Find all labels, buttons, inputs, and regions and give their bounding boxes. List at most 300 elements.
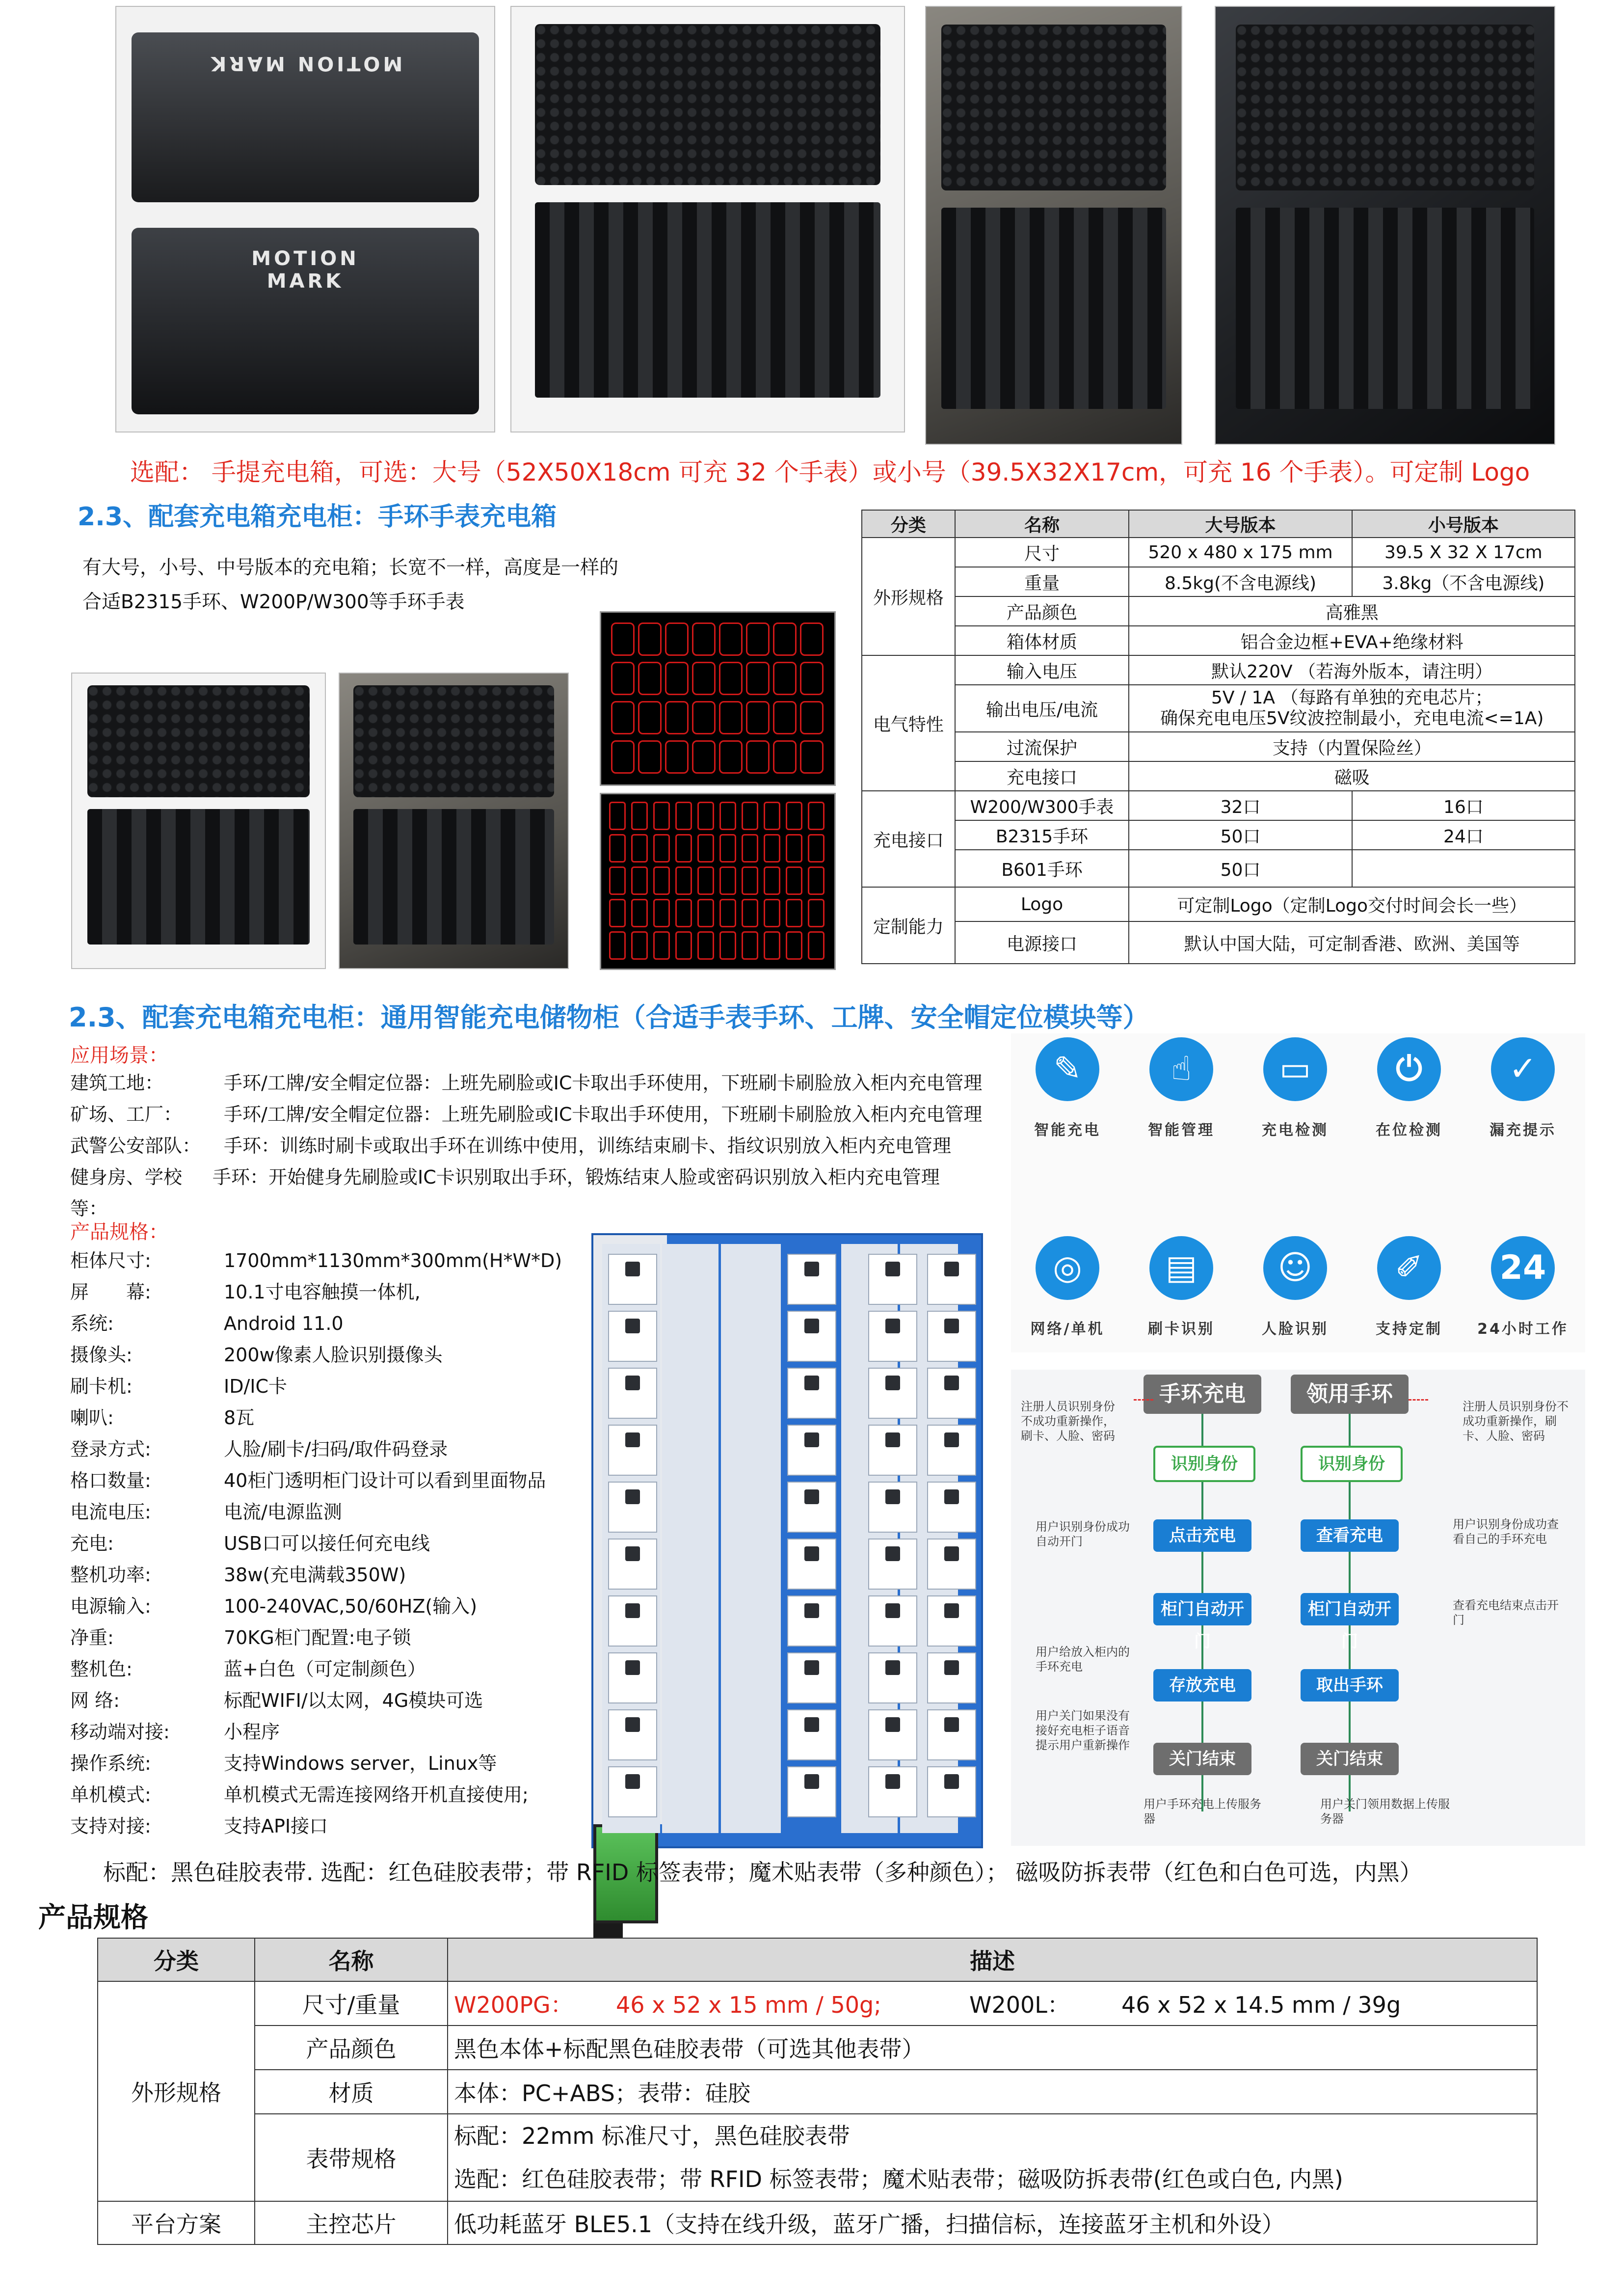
case-foam-lid: [353, 685, 554, 797]
spec-cell: 8.5kg(不含电源线): [1129, 567, 1352, 596]
spec-cell: B2315手环: [955, 820, 1129, 850]
watch-slot: [665, 740, 689, 774]
case-logo-line1: MOTION: [251, 247, 359, 270]
flow-left-note: 注册人员识别身份不成功重新操作，刷卡、人脸、密码: [1021, 1400, 1115, 1443]
band-slot: [764, 931, 780, 960]
feature-label: 在位检测: [1376, 1122, 1442, 1139]
product-cell: 主控芯片: [255, 2201, 448, 2244]
case-logo-top: MOTION MARK: [208, 52, 402, 75]
spec-value: ID/IC卡: [224, 1376, 288, 1397]
cabinet-column: [721, 1244, 781, 1833]
band-slot: [675, 802, 692, 830]
scene-label: 武警公安部队：: [70, 1135, 201, 1157]
spec-cell: 3.8kg（不含电源线): [1352, 567, 1575, 596]
spec-cell: B601手环: [955, 850, 1129, 887]
watch-slot: [773, 622, 797, 656]
spec-group-ports: 充电接口: [862, 791, 955, 887]
strap-options-line: 标配：黑色硅胶表带. 选配：红色硅胶表带；带 RFID 标签表带；魔术贴表带（多种颜色）； 磁吸防拆表带（红色和白色可选，内黑）: [103, 1859, 1422, 1886]
scene-row: [70, 1162, 1012, 1224]
spec-value: 小程序: [224, 1721, 280, 1743]
locker-door[interactable]: [927, 1254, 976, 1305]
flow-left-step: 识别身份: [1153, 1446, 1255, 1482]
case-watch-tray: [87, 809, 310, 945]
case-watch-tray: [353, 809, 554, 945]
watch-slot: [638, 622, 662, 656]
locker-door[interactable]: [868, 1595, 917, 1647]
band-slot: [719, 931, 736, 960]
locker-door[interactable]: [927, 1766, 976, 1817]
flow-right-note: 用户关门领用数据上传服务器: [1320, 1797, 1450, 1826]
band-slot: [808, 899, 825, 927]
spec-cell: 520 x 480 x 175 mm: [1129, 538, 1352, 567]
spec-cell: 尺寸: [955, 538, 1129, 567]
spec-row: [70, 1810, 585, 1842]
locker-door[interactable]: [787, 1368, 836, 1419]
spec-cell: 32口: [1129, 791, 1352, 820]
case-closed-photo: [115, 6, 495, 432]
flow-right-step: 查看充电: [1301, 1519, 1399, 1552]
band-slot: [697, 834, 714, 863]
locker-door[interactable]: [927, 1368, 976, 1419]
case-body: [132, 228, 479, 415]
locker-door[interactable]: [787, 1425, 836, 1476]
band-slot: [697, 931, 714, 960]
watch-slot: [611, 662, 635, 695]
flow-retry-arrow: [1134, 1399, 1153, 1401]
feature-label: 支持定制: [1376, 1321, 1442, 1338]
product-cell: 本体：PC+ABS；表带：硅胶: [448, 2070, 1537, 2114]
watch-slot: [800, 701, 824, 734]
band-slot: [764, 866, 780, 895]
feature-item: [1348, 1236, 1470, 1338]
face-icon: ☺: [1263, 1236, 1327, 1300]
spec-cell: 50口: [1129, 850, 1352, 887]
spec-value: 电流/电源监测: [224, 1501, 342, 1523]
section-a-heading: 2.3、配套充电箱充电柜：手环手表充电箱: [78, 502, 557, 532]
band-slot: [786, 899, 802, 927]
band-slot: [786, 802, 802, 830]
flow-right-note: 查看充电结束点击开门: [1453, 1598, 1559, 1627]
product-cell: 表带规格: [255, 2114, 448, 2201]
watch-slot: [638, 740, 662, 774]
product-cell: 产品颜色: [255, 2026, 448, 2070]
spec-value: 10.1寸电容触摸一体机,: [224, 1281, 421, 1303]
locker-door[interactable]: [868, 1766, 917, 1817]
spec-value: 蓝+白色（可定制颜色）: [224, 1658, 426, 1680]
scenes-title: 应用场景：: [70, 1044, 168, 1067]
watch-slot: [773, 701, 797, 734]
band-slot: [675, 899, 692, 927]
case-watch-tray: [535, 202, 880, 398]
band-slot: [631, 931, 648, 960]
watch-slot: [746, 740, 770, 774]
locker-door[interactable]: [608, 1425, 657, 1476]
check-icon: ✓: [1491, 1037, 1555, 1101]
product-spec-heading: 产品规格: [38, 1902, 148, 1934]
locker-door[interactable]: [608, 1311, 657, 1362]
watch-slot: [692, 701, 716, 734]
locker-door[interactable]: [868, 1254, 917, 1305]
band-slot-layout-diagram: [600, 793, 836, 970]
case-foam-lid: [87, 685, 310, 797]
flow-retry-arrow: [1409, 1399, 1428, 1401]
section-a-desc-1: 有大号，小号、中号版本的充电箱；长宽不一样，高度是一样的: [82, 557, 619, 579]
spec-cell: 16口: [1352, 791, 1575, 820]
spec-value: 标配WIFI/以太网，4G模块可选: [224, 1690, 483, 1711]
locker-door[interactable]: [927, 1311, 976, 1362]
watch-slot: [773, 662, 797, 695]
spec-label: 网 络:: [70, 1690, 120, 1711]
spec-value: 1700mm*1130mm*300mm(H*W*D): [224, 1250, 562, 1271]
spec-cell: 默认220V （若海外版本，请注明）: [1129, 655, 1575, 685]
locker-door[interactable]: [868, 1482, 917, 1533]
locker-door[interactable]: [927, 1652, 976, 1703]
spec-row: [70, 1276, 585, 1308]
band-slot: [631, 866, 648, 895]
spec-label: 充电:: [70, 1533, 114, 1554]
locker-door[interactable]: [787, 1482, 836, 1533]
band-slot: [742, 899, 758, 927]
product-cell: 材质: [255, 2070, 448, 2114]
locker-door[interactable]: [927, 1709, 976, 1760]
spec-cell: [1352, 850, 1575, 887]
spec-value: 人脸/刷卡/扫码/取件码登录: [224, 1438, 448, 1460]
feature-item: [1462, 1236, 1584, 1338]
locker-door[interactable]: [608, 1652, 657, 1703]
watch-slot: [719, 662, 743, 695]
feature-item: [1234, 1037, 1357, 1139]
caption-prefix: 选配：: [130, 458, 204, 486]
band-slot: [808, 802, 825, 830]
spec-value: 38w(充电满载350W): [224, 1564, 406, 1586]
small-case-photo: [71, 673, 326, 969]
spec-label: 摄像头:: [70, 1344, 133, 1366]
flow-left-note: 用户识别身份成功自动开门: [1036, 1520, 1130, 1548]
band-slot: [675, 834, 692, 863]
scene-text: 手环/工牌/安全帽定位器：上班先刷脸或IC卡取出手环使用，下班刷卡刷脸放入柜内充电管理: [224, 1104, 983, 1125]
band-slot: [675, 866, 692, 895]
feature-item: [1120, 1037, 1243, 1139]
case-real-photo-2: [1215, 6, 1555, 445]
spec-cell: 高雅黑: [1129, 596, 1575, 626]
locker-door[interactable]: [608, 1368, 657, 1419]
usage-flowchart: [1011, 1370, 1585, 1846]
spec-cell: 支持（内置保险丝）: [1129, 732, 1575, 761]
spec-cell: 可定制Logo（定制Logo交付时间会长一些）: [1129, 887, 1575, 921]
spec-row: [70, 1465, 585, 1496]
flow-left-step: 关门结束: [1153, 1743, 1251, 1775]
spec-value: 单机模式无需连接网络开机直接使用;: [224, 1784, 529, 1806]
spec-label: 登录方式:: [70, 1438, 151, 1460]
plug-icon: ⏻: [1377, 1037, 1441, 1101]
spec-row: [70, 1528, 585, 1559]
spec-value: 40柜门透明柜门设计可以看到里面物品: [224, 1470, 546, 1491]
product-size-cell: [448, 1981, 1537, 2026]
spec-label: 支持对接:: [70, 1815, 151, 1837]
locker-door[interactable]: [787, 1652, 836, 1703]
cabinet-column: [662, 1244, 718, 1833]
band-slot: [808, 931, 825, 960]
section-b-heading: 2.3、配套充电箱充电柜：通用智能充电储物柜（合适手表手环、工牌、安全帽定位模块等）: [69, 1002, 1149, 1033]
feature-icons-panel: [1011, 1033, 1585, 1352]
spec-label: 整机色:: [70, 1658, 133, 1680]
band-slot: [808, 866, 825, 895]
clock-icon: 24: [1491, 1236, 1555, 1300]
spec-row: [70, 1245, 585, 1276]
charging-cabinet-image: [591, 1233, 983, 1848]
feature-item: [1234, 1236, 1357, 1338]
locker-door[interactable]: [608, 1766, 657, 1817]
spec-cell: 默认中国大陆，可定制香港、欧洲、美国等: [1129, 921, 1575, 964]
scene-row: [70, 1067, 1012, 1099]
spec-header-small: 小号版本: [1352, 510, 1575, 538]
watch-slot: [692, 662, 716, 695]
watch-slot: [746, 662, 770, 695]
spec-cell: 铝合金边框+EVA+绝缘材料: [1129, 626, 1575, 655]
band-slot: [653, 834, 670, 863]
locker-door[interactable]: [608, 1254, 657, 1305]
spec-label: 喇叭:: [70, 1407, 114, 1429]
spec-cell: 充电接口: [955, 761, 1129, 791]
spec-output-line1: 5V / 1A （每路有单独的充电芯片；: [1211, 688, 1493, 708]
watch-slot-layout-diagram: [600, 611, 836, 786]
scenes-list: [70, 1067, 1012, 1224]
spec-header-category: 分类: [862, 510, 955, 538]
case-logo-line2: MARK: [266, 270, 344, 293]
spec-label: 净重:: [70, 1627, 114, 1648]
size-model-red: W200PG：: [454, 1992, 573, 2018]
specs-title: 产品规格：: [70, 1221, 168, 1243]
feature-label: 网络/单机: [1030, 1321, 1105, 1338]
feature-label: 漏充提示: [1490, 1122, 1556, 1139]
flow-left-step: 点击充电: [1153, 1519, 1251, 1552]
watch-slot: [800, 622, 824, 656]
spec-cell: 产品颜色: [955, 596, 1129, 626]
spec-cell: 24口: [1352, 820, 1575, 850]
scene-label: 建筑工地：: [70, 1072, 164, 1094]
case-watch-tray: [941, 208, 1166, 408]
pencil-icon: ✐: [1377, 1236, 1441, 1300]
battery-icon: ▭: [1263, 1037, 1327, 1101]
spec-label: 单机模式:: [70, 1784, 151, 1806]
spec-label: 移动端对接:: [70, 1721, 170, 1743]
spec-label: 柜体尺寸:: [70, 1250, 151, 1271]
flow-right-step: 关门结束: [1301, 1743, 1399, 1775]
spec-cell: 箱体材质: [955, 626, 1129, 655]
case-lid: [132, 32, 479, 202]
band-slot: [742, 834, 758, 863]
spec-group-appearance: 外形规格: [862, 538, 955, 655]
locker-door[interactable]: [868, 1311, 917, 1362]
product-header-name: 名称: [255, 1938, 448, 1981]
scene-text: 手环：训练时刷卡或取出手环在训练中使用，训练结束刷卡、指纹识别放入柜内充电管理: [224, 1135, 952, 1157]
spec-row: [70, 1339, 585, 1371]
spec-group-electrical: 电气特性: [862, 655, 955, 791]
flow-left-step: 柜门自动开门: [1153, 1593, 1251, 1625]
case-foam-lid: [941, 25, 1166, 190]
locker-door[interactable]: [787, 1254, 836, 1305]
band-slot: [675, 931, 692, 960]
flow-right-note: 用户识别身份成功查看自己的手环充电: [1453, 1517, 1559, 1546]
band-slot: [764, 899, 780, 927]
spec-cell: W200/W300手表: [955, 791, 1129, 820]
band-slot: [631, 834, 648, 863]
band-slot: [697, 802, 714, 830]
band-slot: [697, 899, 714, 927]
watch-slot: [746, 701, 770, 734]
charging-case-spec-table: [861, 510, 1575, 964]
band-slot: [609, 899, 626, 927]
spec-label: 刷卡机:: [70, 1376, 133, 1397]
band-slot: [786, 866, 802, 895]
section-a-desc-2: 合适B2315手环、W200P/W300等手环手表: [82, 591, 465, 613]
band-slot: [742, 931, 758, 960]
spec-row: [70, 1653, 585, 1685]
locker-door[interactable]: [608, 1709, 657, 1760]
product-cell: 黑色本体+标配黑色硅胶表带（可选其他表带）: [448, 2026, 1537, 2070]
spec-row: [70, 1716, 585, 1748]
watch-slot: [800, 662, 824, 695]
feature-item: [1006, 1037, 1129, 1139]
locker-door[interactable]: [787, 1311, 836, 1362]
spec-value: 200w像素人脸识别摄像头: [224, 1344, 443, 1366]
watch-slot: [638, 662, 662, 695]
scene-row: [70, 1130, 1012, 1162]
band-slot: [653, 931, 670, 960]
locker-door[interactable]: [787, 1766, 836, 1817]
strap-line-2: 选配：红色硅胶表带；带 RFID 标签表带；魔术贴表带；磁吸防拆表带(红色或白色, 内黑): [454, 2166, 1343, 2192]
product-group-appearance: 外形规格: [98, 1981, 255, 2201]
scene-text: 手环：开始健身先刷脸或IC卡识别取出手环，锻炼结束人脸或密码识别放入柜内充电管理: [213, 1166, 940, 1188]
spec-cell: 输入电压: [955, 655, 1129, 685]
locker-door[interactable]: [927, 1595, 976, 1647]
scene-text: 手环/工牌/安全帽定位器：上班先刷脸或IC卡取出手环使用，下班刷卡刷脸放入柜内充电管理: [224, 1072, 983, 1094]
watch-slot: [692, 740, 716, 774]
spec-row: [70, 1371, 585, 1402]
feature-item: [1120, 1236, 1243, 1338]
spec-label: 电流电压:: [70, 1501, 151, 1523]
spec-row: [70, 1779, 585, 1810]
case-foam-lid: [1236, 25, 1534, 190]
band-slot: [653, 899, 670, 927]
spec-label: 格口数量:: [70, 1470, 151, 1491]
locker-door[interactable]: [608, 1539, 657, 1590]
watch-slot: [611, 701, 635, 734]
size-value-2: 46 x 52 x 14.5 mm / 39g: [1121, 1992, 1401, 2018]
locker-door[interactable]: [868, 1539, 917, 1590]
spec-row: [70, 1622, 585, 1653]
watch-slot: [719, 740, 743, 774]
flow-left-note: 用户关门如果没有接好充电柜子语音提示用户重新操作: [1036, 1709, 1130, 1752]
locker-door[interactable]: [787, 1709, 836, 1760]
product-header-desc: 描述: [448, 1938, 1537, 1981]
band-slot: [742, 802, 758, 830]
flow-left-step: 存放充电: [1153, 1669, 1251, 1702]
feature-item: [1348, 1037, 1470, 1139]
band-slot: [719, 899, 736, 927]
scene-label: 矿场、工厂：: [70, 1104, 183, 1125]
band-slot: [631, 802, 648, 830]
flow-left-note: 用户给放入柜内的手环充电: [1036, 1645, 1130, 1674]
locker-door[interactable]: [787, 1595, 836, 1647]
product-group-platform: 平台方案: [98, 2201, 255, 2244]
locker-door[interactable]: [927, 1539, 976, 1590]
feature-label: 人脸识别: [1262, 1321, 1329, 1338]
locker-door[interactable]: [927, 1482, 976, 1533]
spec-value: Android 11.0: [224, 1313, 344, 1334]
product-cell: 尺寸/重量: [255, 1981, 448, 2026]
band-slot: [653, 802, 670, 830]
spec-row: [70, 1433, 585, 1465]
watch-slot: [773, 740, 797, 774]
spec-cell: 过流保护: [955, 732, 1129, 761]
watch-slot: [611, 622, 635, 656]
case-foam-lid: [535, 24, 880, 186]
spec-label: 电源输入:: [70, 1595, 151, 1617]
spec-row: [70, 1748, 585, 1779]
locker-door[interactable]: [787, 1539, 836, 1590]
band-slot: [719, 866, 736, 895]
watch-slot: [665, 701, 689, 734]
spec-cell: 重量: [955, 567, 1129, 596]
band-slot: [764, 834, 780, 863]
flow-right-note: 注册人员识别身份不成功重新操作，刷卡、人脸、密码: [1463, 1400, 1569, 1443]
watch-slot: [746, 622, 770, 656]
spec-header-name: 名称: [955, 510, 1129, 538]
cabinet-spec-list: [70, 1245, 585, 1842]
locker-door[interactable]: [927, 1425, 976, 1476]
spec-value: 8瓦: [224, 1407, 255, 1429]
spec-cell: [1129, 685, 1575, 732]
flow-left-note: 用户手环充电上传服务器: [1144, 1797, 1261, 1826]
locker-door[interactable]: [868, 1368, 917, 1419]
feature-label: 刷卡识别: [1148, 1321, 1215, 1338]
locker-door[interactable]: [868, 1425, 917, 1476]
spec-row: [70, 1402, 585, 1433]
flow-right-step: 柜门自动开门: [1301, 1593, 1399, 1625]
watch-slot: [638, 701, 662, 734]
locker-door[interactable]: [868, 1709, 917, 1760]
spec-cell: 输出电压/电流: [955, 685, 1129, 732]
spec-value: 支持API接口: [224, 1815, 328, 1837]
touch-icon: ☝: [1149, 1037, 1213, 1101]
watch-slot: [719, 701, 743, 734]
flow-right-title: 领用手环: [1291, 1375, 1409, 1414]
feature-item: [1006, 1236, 1129, 1338]
locker-door[interactable]: [608, 1482, 657, 1533]
band-slot: [719, 834, 736, 863]
flow-left-title: 手环充电: [1144, 1375, 1261, 1414]
spec-header-large: 大号版本: [1129, 510, 1352, 538]
band-slot: [609, 802, 626, 830]
spec-cell: 39.5 X 32 X 17cm: [1352, 538, 1575, 567]
watch-slot: [665, 662, 689, 695]
watch-slot: [665, 622, 689, 656]
watch-slot: [692, 622, 716, 656]
spec-row: [70, 1559, 585, 1591]
spec-cell: 电源接口: [955, 921, 1129, 964]
feature-label: 充电检测: [1262, 1122, 1329, 1139]
locker-door[interactable]: [868, 1652, 917, 1703]
size-model-2: W200L：: [969, 1992, 1070, 2018]
band-slot: [808, 834, 825, 863]
locker-door[interactable]: [608, 1595, 657, 1647]
band-slot: [764, 802, 780, 830]
case-real-photo-1: [925, 6, 1182, 445]
flow-right-step: 取出手环: [1301, 1669, 1399, 1702]
spec-cell: 磁吸: [1129, 761, 1575, 791]
product-header-category: 分类: [98, 1938, 255, 1981]
